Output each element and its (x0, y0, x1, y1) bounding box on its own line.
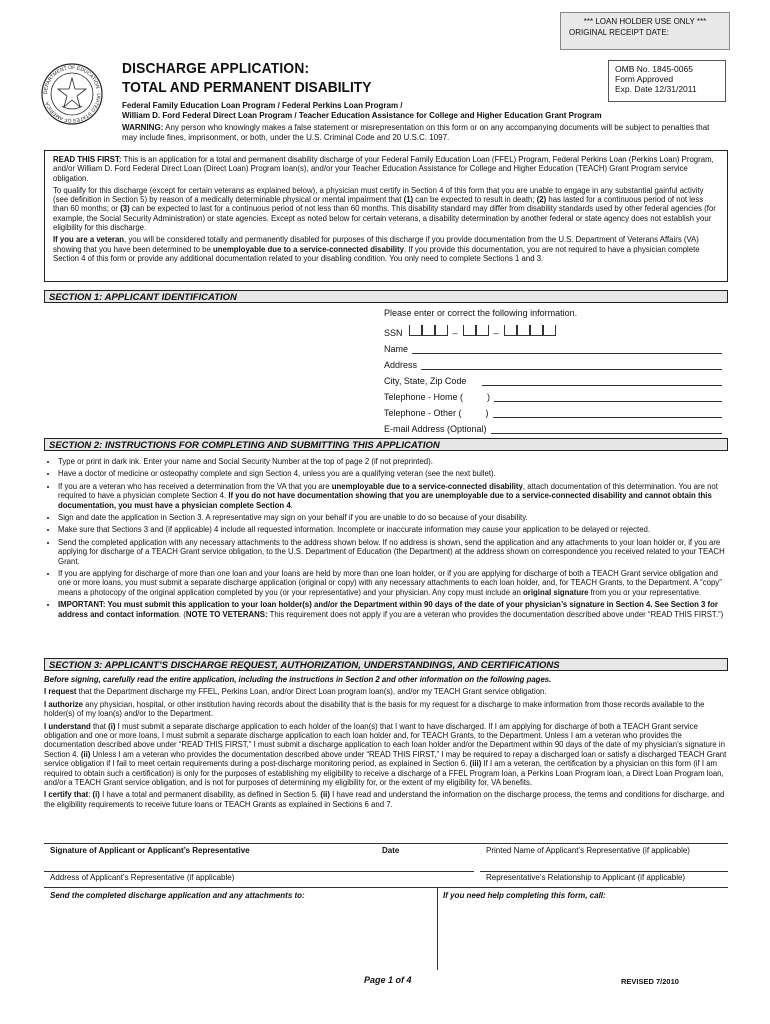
instruction-item: • Make sure that Sections 3 and (if applicable) 4 include all requested information. Incomplete or inaccurate information may cause your application to be delayed or rejected. (58, 525, 728, 534)
relationship-rule (480, 871, 728, 872)
help-label: If you need help completing this form, call: (443, 891, 606, 900)
telephone-other-field[interactable]: Telephone - Other ( ) (384, 404, 722, 418)
program-line1: Federal Family Education Loan Program / Federal Perkins Loan Program / (122, 101, 403, 110)
ssn-field[interactable]: SSN – – (384, 324, 556, 338)
loan-holder-box (560, 12, 730, 50)
omb-box (608, 60, 726, 102)
department-seal-icon (40, 62, 104, 126)
representative-address-field[interactable]: Address of Applicant’s Representative (if applicable) (50, 873, 235, 882)
authorize-paragraph: I authorize any physician, hospital, or other institution having records about the disability that is the basis for my request for a discharge to make information from those records available to the holder(s) of my loan(s) and/or to the Department. (44, 699, 705, 719)
home-phone-label: Telephone - Home ( (384, 392, 464, 402)
expiration-date: Exp. Date 12/31/2011 (615, 84, 697, 94)
warning-label: WARNING: (122, 123, 164, 132)
section3-header: SECTION 3: APPLICANT’S DISCHARGE REQUEST, AUTHORIZATION, UNDERSTANDINGS, AND CERTIFICATIONS (44, 658, 728, 671)
read-this-first-label: READ THIS FIRST: (53, 155, 122, 164)
loan-holder-title: *** LOAN HOLDER USE ONLY *** (583, 17, 707, 26)
name-field[interactable] (384, 340, 722, 354)
applicant-identification-form (384, 308, 724, 434)
section3-intro: Before signing, carefully read the entire application, including the instructions in Section 2 and other information on the following pages. (44, 675, 552, 684)
revised-date: REVISED 7/2010 (621, 977, 679, 986)
section1-header: SECTION 1: APPLICANT IDENTIFICATION (44, 290, 728, 303)
instruction-item: • Send the completed application with any necessary attachments to the address shown below. If no address is shown, send the application and any attachments to your loan holder or, if you are applying for discharge of a TEACH Grant service obligation, to the U.S. Department of Education (the Department) at the address shown on correspondence you received related to your TEACH Grant. (58, 538, 728, 566)
instruction-item: • Have a doctor of medicine or osteopathy complete and sign Section 4, unless you are a qualifying veteran (see the next bullet). (58, 469, 728, 478)
signature-top-rule (44, 843, 728, 844)
instruction-item: • Type or print in dark ink. Enter your name and Social Security Number at the top of page 2 (if not preprinted). (58, 457, 728, 466)
read-this-first-p1: This is an application for a total and permanent disability discharge of your Federal Family Education Loan (FFEL) Program, Federal Perkins Loan (Perkins Loan) Program, and/or William D. Ford Federal Direct Loan (Direct Loan) Program loan(s), and/or your Teacher Education Assistance for College and Higher Education (TEACH) Grant Program service obligation. (53, 155, 714, 183)
instruction-item: • Sign and date the application in Section 3. A representative may sign on your behalf if you are unable to do so because of your disability. (58, 513, 728, 522)
svg-text:DEPARTMENT OF EDUCATION · UNIT: DEPARTMENT OF EDUCATION · UNITED STATES OF AMERICA (42, 64, 102, 124)
send-rule (44, 887, 728, 888)
warning-body: Any person who knowingly makes a false statement or misrepresentation on this form or on any accompanying documents will be subject to penalties that may include fines, imprisonment, or both, under the U.S. Criminal Code and 20 U.S.C. 1097. (122, 123, 710, 142)
page-number: Page 1 of 4 (364, 975, 412, 985)
instruction-item: • If you are applying for discharge of more than one loan and your loans are held by more than one loan holder, or if you are applying for discharge of both a TEACH Grant service obligation and one or more loans, you must submit a separate discharge application (original or copy) with any necessary attachments to each loan holder, and, for TEACH Grants, to the Department. A “copy” means a photocopy of the original application completed by you (or your representative) and your physician. Any copy must include an original signature from you or your representative. (58, 569, 728, 597)
printed-name-field[interactable]: Printed Name of Applicant’s Representative (if applicable) (486, 846, 690, 855)
other-phone-label: Telephone - Other ( (384, 408, 462, 418)
omb-number: OMB No. 1845-0065 (615, 64, 693, 74)
name-label: Name (384, 344, 409, 354)
address-label: Address (384, 360, 418, 370)
section3-body (44, 675, 728, 812)
program-list (122, 101, 722, 120)
email-label: E-mail Address (Optional) (384, 424, 487, 434)
telephone-home-field[interactable]: Telephone - Home ( ) (384, 388, 722, 402)
date-field[interactable]: Date (382, 846, 400, 855)
original-receipt-date-label: ORIGINAL RECEIPT DATE: (569, 28, 669, 37)
city-label: City, State, Zip Code (384, 376, 467, 386)
address-field[interactable] (384, 356, 722, 370)
send-divider (437, 887, 438, 970)
read-this-first-p2: To qualify for this discharge (except for certain veterans as explained below), a physician must certify in Section 4 of this form that you are unable to engage in any substantial gainful activity (see definition in Section 5) by reason of a medically determinable physical or mental impairment that (1) can be expected to result in death; (2) has lasted for a continuous period of not less than 60 months; or (3) can be expected to last for a continuous period of not less than 60 months. This disability standard may differ from disability standards used by other federal agencies (for example, the Social Security Administration) or state agencies. Except as noted below for certain veterans, a disability determination by another federal or state agency does not establish your eligibility for this discharge. (53, 185, 716, 233)
instruction-item: • IMPORTANT: You must submit this application to your loan holder(s) and/or the Department within 90 days of the date of your physician’s signature in Section 4. See Section 3 for address and contact information. (NOTE TO VETERANS: This requirement does not apply if you are a veteran who provides the documentation described above under “READ THIS FIRST.”) (58, 600, 728, 619)
city-state-zip-field[interactable] (384, 372, 722, 386)
signature-field[interactable]: Signature of Applicant or Applicant’s Representative (50, 846, 250, 855)
understand-paragraph: I understand that (i) I must submit a separate discharge application to each holder of the loan(s) that I want to have discharged. If I am applying for discharge of both a TEACH Grant service obligation and one or more loans, I must submit a separate discharge application to each loan holder and, for TEACH Grants, to the Department. Unless I am a veteran who provides the documentation described above under “READ THIS FIRST,” I must submit a discharge application to each loan holder and/or the Department within 90 days of the date of my physician’s signature in Section 4. (ii) Unless I am a veteran who provides the documentation described above under “READ THIS FIRST,” I may be required to repay a discharged loan or satisfy a discharged TEACH Grant service obligation if I fail to meet certain requirements during a post-discharge monitoring period, as explained in Section 6. (iii) If I am a veteran, the certification by a physician on this form (if I am required to obtain such a certification) is only for the purposes of establishing my eligibility to receive a discharge of a FFEL Program loan, a Perkins Loan Program loan, a Direct Loan Program loan, and/or a TEACH Grant service obligation, and is not for purposes of determining my eligibility for, or the extent of my eligibility for, VA benefits. (44, 721, 727, 788)
instruction-item: • If you are a veteran who has received a determination from the VA that you are unemployable due to a service-connected disability, attach documentation of this determination. You are not required to have a physician complete Section 4. If you do not have documentation showing that you are unemployable due to a service-connected disability and cannot obtain this documentation, you must have a physician complete Section 4. (58, 482, 728, 510)
read-this-first-box (44, 150, 728, 282)
request-paragraph: I request that the Department discharge my FFEL, Perkins Loan, and/or Direct Loan program loan(s), and/or my TEACH Grant service obligation. (44, 687, 547, 697)
section2-header: SECTION 2: INSTRUCTIONS FOR COMPLETING AND SUBMITTING THIS APPLICATION (44, 438, 728, 451)
read-this-first-p3: If you are a veteran, you will be considered totally and permanently disabled for purposes of this discharge if you provide documentation from the U.S. Department of Veterans Affairs (VA) showing that you have been determined to be unemployable due to a service-connected disability. If you provide this documentation, you are not required to have a physician complete Section 4 of this form or provide any additional documentation related to your disabling condition. You only need to complete Sections 1 and 3. (53, 235, 700, 263)
address-rule (44, 871, 474, 872)
warning-text (122, 123, 726, 142)
section1-intro: Please enter or correct the following information. (384, 308, 578, 318)
certify-paragraph: I certify that: (i) I have a total and permanent disability, as defined in Section 5. (ii) I have read and understand the information on the discharge process, the terms and conditions for discharge, and the eligibility requirements to receive future loans or TEACH Grants as explained in Sections 6 and 7. (44, 790, 725, 809)
form-approved: Form Approved (615, 74, 674, 84)
email-field[interactable] (384, 420, 722, 434)
form-title-line2: TOTAL AND PERMANENT DISABILITY (122, 79, 372, 96)
section2-instructions (44, 457, 728, 622)
ssn-label: SSN (384, 328, 403, 338)
representative-relationship-field[interactable]: Representative’s Relationship to Applicant (if applicable) (486, 873, 686, 882)
form-title-line1: DISCHARGE APPLICATION: (122, 60, 310, 77)
program-line2: William D. Ford Federal Direct Loan Program / Teacher Education Assistance for College and Higher Education Grant Program (122, 110, 602, 120)
send-to-label: Send the completed discharge application and any attachments to: (50, 891, 305, 900)
